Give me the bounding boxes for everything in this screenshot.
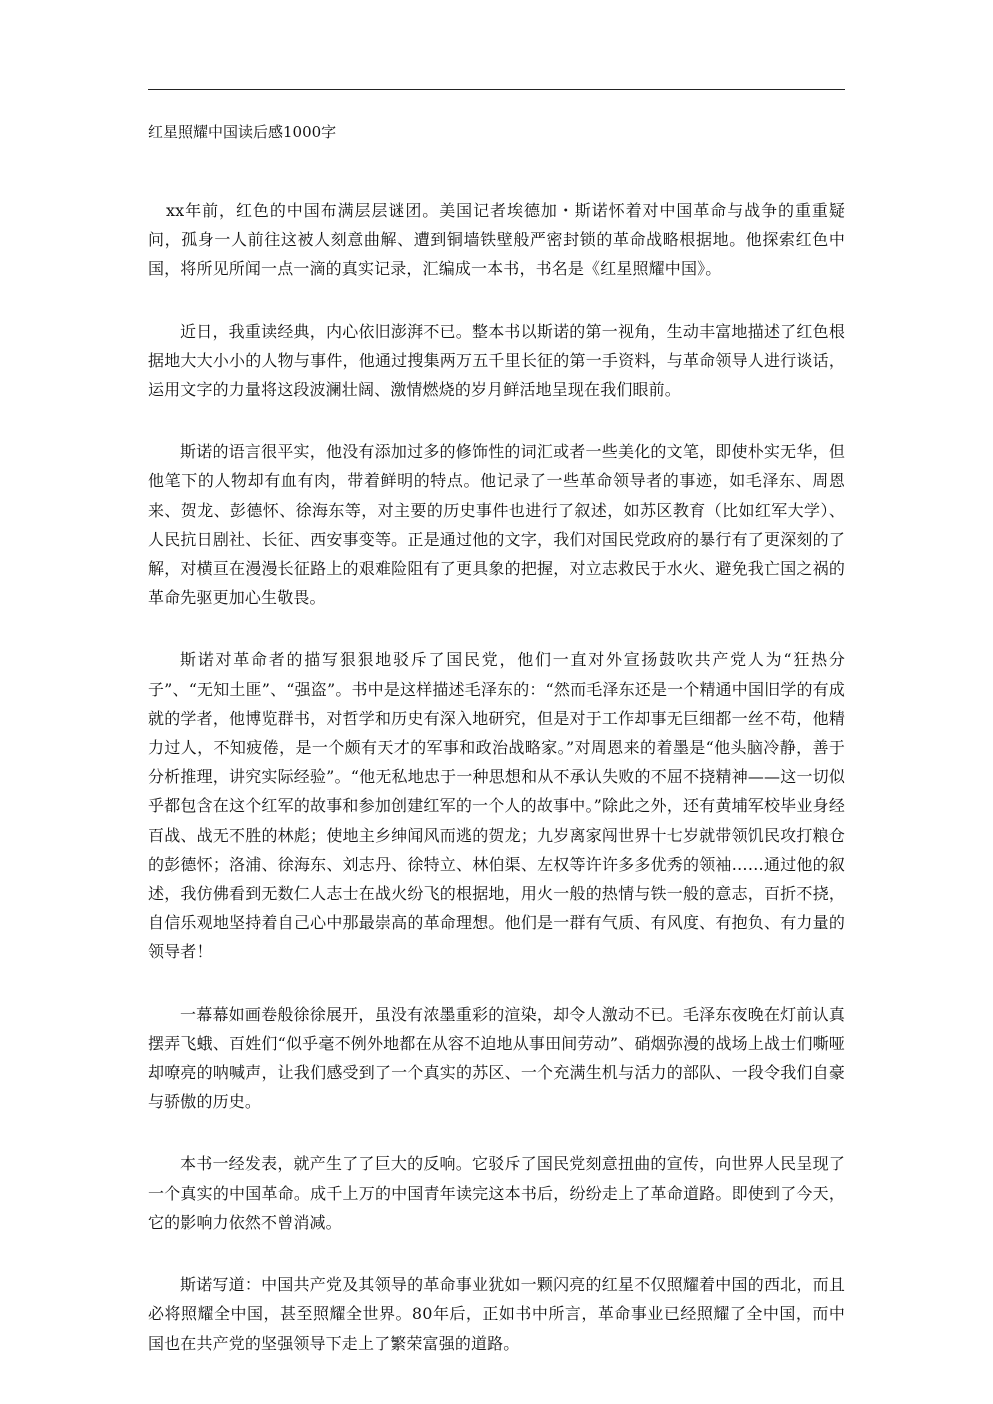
paragraph: 近日，我重读经典，内心依旧澎湃不已。整本书以斯诺的第一视角，生动丰富地描述了红色根据地大大小小的人物与事件，他通过搜集两万五千里长征的第一手资料，与革命领导人进行谈话，运用文字的力量将这段波澜壮阔、激情燃烧的岁月鲜活地呈现在我们眼前。 [148,321,845,400]
document-body [148,196,845,1391]
paragraph: 一幕幕如画卷般徐徐展开，虽没有浓墨重彩的渲染，却令人激动不已。毛泽东夜晚在灯前认真摆弄飞蛾、百姓们“似乎毫不例外地都在从容不迫地从事田间劳动”、硝烟弥漫的战场上战士们嘶哑却嘹亮的呐喊声，让我们感受到了一个真实的苏区、一个充满生机与活力的部队、一段令我们自豪与骄傲的历史。 [148,1004,845,1112]
paragraph: 斯诺的语言很平实，他没有添加过多的修饰性的词汇或者一些美化的文笔，即使朴实无华，但他笔下的人物却有血有肉，带着鲜明的特点。他记录了一些革命领导者的事迹，如毛泽东、周恩来、贺龙、彭德怀、徐海东等，对主要的历史事件也进行了叙述，如苏区教育（比如红军大学）、人民抗日剧社、长征、西安事变等。正是通过他的文字，我们对国民党政府的暴行有了更深刻的了解，对横亘在漫漫长征路上的艰难险阻有了更具象的把握，对立志救民于水火、避免我亡国之祸的革命先驱更加心生敬畏。 [148,442,845,608]
header-rule [148,89,845,90]
paragraph: 斯诺对革命者的描写狠狠地驳斥了国民党，他们一直对外宣扬鼓吹共产党人为“狂热分子”、“无知土匪”、“强盗”。书中是这样描述毛泽东的：“然而毛泽东还是一个精通中国旧学的有成就的学者，他博览群书，对哲学和历史有深入地研究，但是对于工作却事无巨细都一丝不苟，他精力过人，不知疲倦，是一个颇有天才的军事和政治战略家。”对周恩来的着墨是“他头脑冷静，善于分析推理，讲究实际经验”。“他无私地忠于一种思想和从不承认失败的不屈不挠精神——这一切似乎都包含在这个红军的故事和参加创建红军的一个人的故事中。”除此之外，还有黄埔军校毕业身经百战、战无不胜的林彪；使地主乡绅闻风而逃的贺龙；九岁离家闯世界十七岁就带领饥民攻打粮仓的彭德怀；洛浦、徐海东、刘志丹、徐特立、林伯渠、左权等许许多多优秀的领袖……通过他的叙述，我仿佛看到无数仁人志士在战火纷飞的根据地，用火一般的热情与铁一般的意志，百折不挠，自信乐观地坚持着自己心中那最崇高的革命理想。他们是一群有气质、有风度、有抱负、有力量的领导者！ [148,650,845,962]
document-title: 红星照耀中国读后感1000字 [148,123,337,141]
paragraph: 本书一经发表，就产生了了巨大的反响。它驳斥了国民党刻意扭曲的宣传，向世界人民呈现了一个真实的中国革命。成千上万的中国青年读完这本书后，纷纷走上了革命道路。即使到了今天，它的影响力依然不曾消减。 [148,1154,845,1232]
paragraph: 斯诺写道：中国共产党及其领导的革命事业犹如一颗闪亮的红星不仅照耀着中国的西北，而且必将照耀全中国，甚至照耀全世界。80年后，正如书中所言，革命事业已经照耀了全中国，而中国也在共产党的坚强领导下走上了繁荣富强的道路。 [148,1275,845,1353]
paragraph: xx年前，红色的中国布满层层谜团。美国记者埃德加・斯诺怀着对中国革命与战争的重重疑问，孤身一人前往这被人刻意曲解、遭到铜墙铁壁般严密封锁的革命战略根据地。他探索红色中国，将所见所闻一点一滴的真实记录，汇编成一本书，书名是《红星照耀中国》。 [148,201,845,279]
